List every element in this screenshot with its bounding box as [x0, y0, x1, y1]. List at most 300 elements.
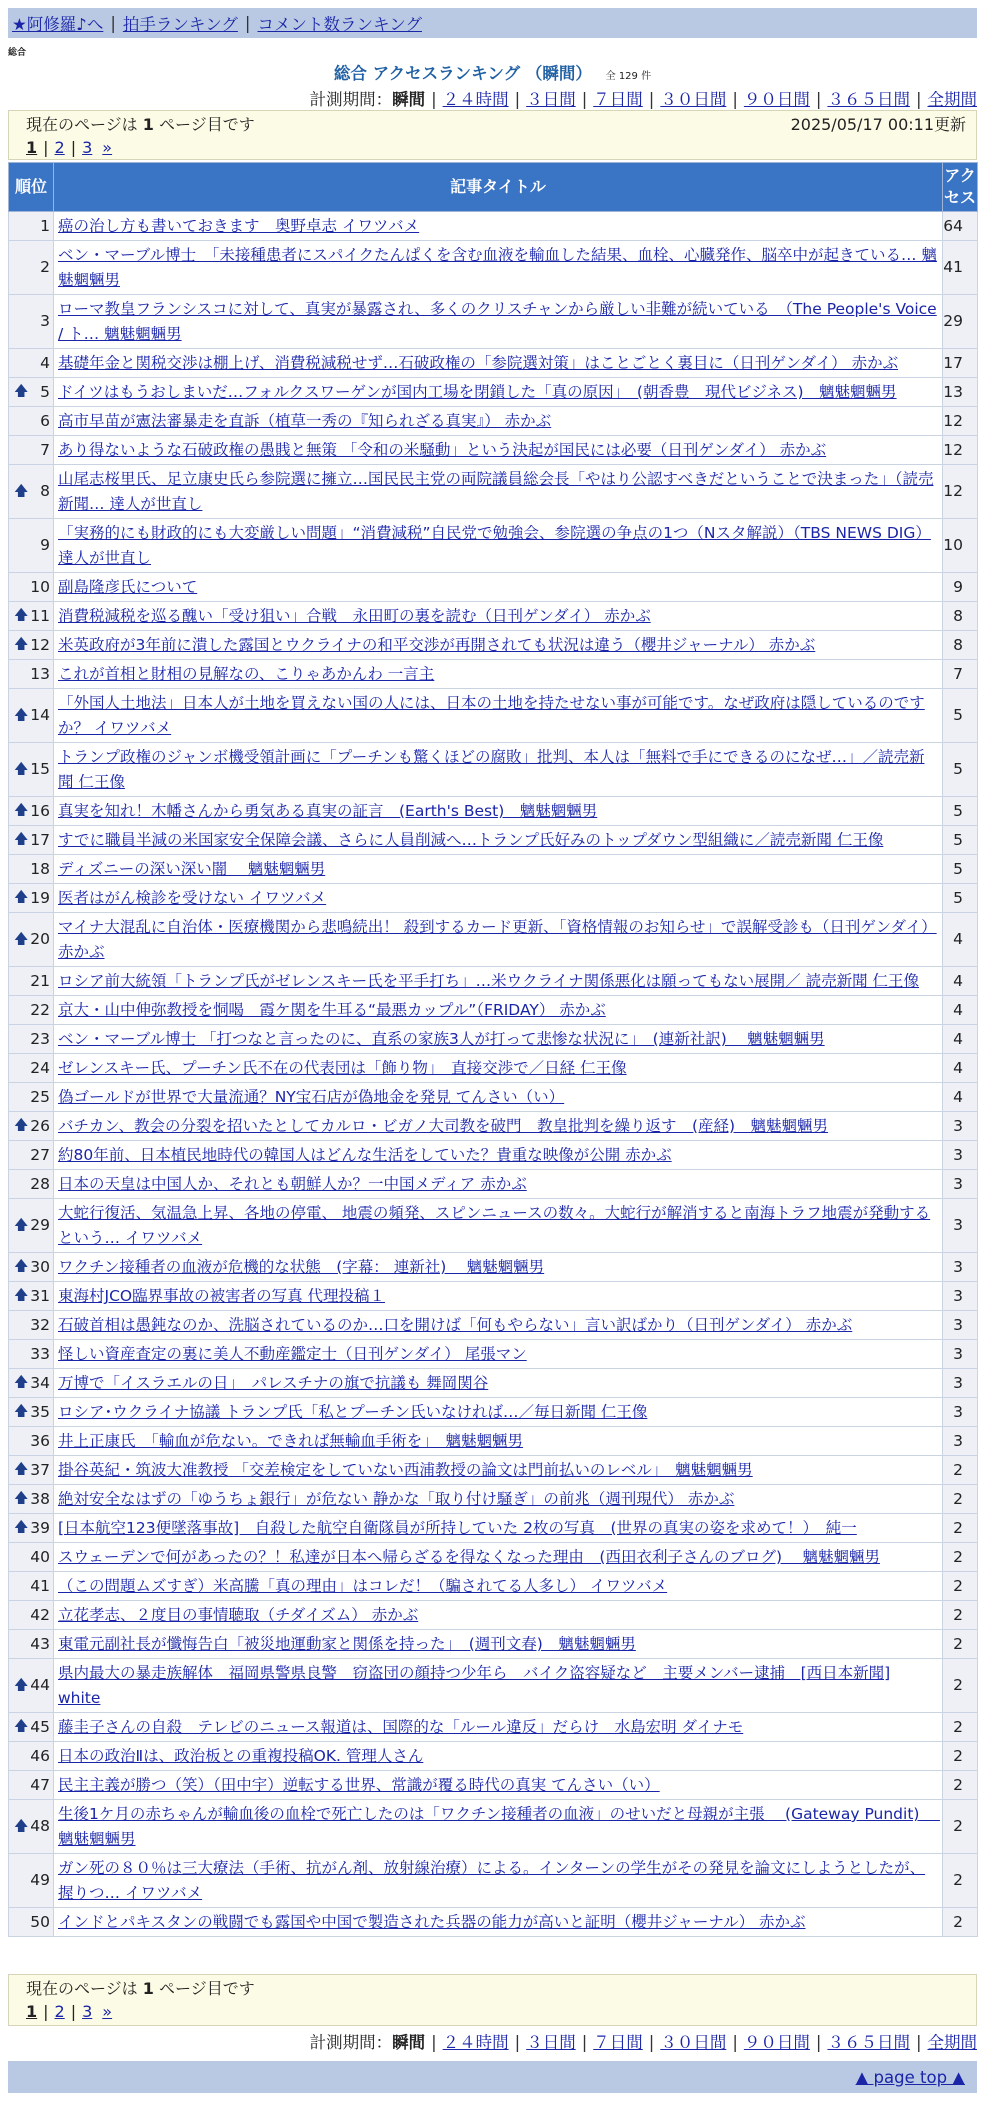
title-cell — [54, 1630, 943, 1659]
access-count: 13 — [943, 378, 978, 407]
access-count: 2 — [943, 1572, 978, 1601]
access-count: 2 — [943, 1630, 978, 1659]
table-row — [9, 1456, 978, 1485]
period-option-link[interactable]: ３６５日間 — [827, 90, 910, 109]
title-cell — [54, 1253, 943, 1282]
rank-up-arrow-icon: 🡅 — [14, 1258, 29, 1275]
rank-number: 5 — [40, 382, 50, 401]
rank-cell — [9, 1771, 54, 1800]
table-row — [9, 378, 978, 407]
rank-cell — [9, 1398, 54, 1427]
period-separator: | — [915, 90, 922, 109]
table-row — [9, 349, 978, 378]
table-row — [9, 797, 978, 826]
article-title-link[interactable]: 井上正康氏 「輸血が危ない。できれば無輸血手術を」 魑魅魍魎男 — [58, 1432, 524, 1450]
article-title-link[interactable]: 医者はがん検診を受けない イワツバメ — [58, 889, 327, 907]
title-cell — [54, 436, 943, 465]
access-count: 5 — [943, 743, 978, 797]
rank-up-arrow-icon: 🡅 — [14, 636, 29, 653]
rank-cell — [9, 1485, 54, 1514]
title-cell — [54, 1601, 943, 1630]
rank-header: 順位 — [9, 163, 54, 212]
access-count: 3 — [943, 1141, 978, 1170]
period-option-link[interactable]: ２４時間 — [442, 90, 509, 109]
article-title-link[interactable]: ディズニーの深い深い闇 魑魅魍魎男 — [58, 860, 326, 878]
period-separator: | — [581, 90, 588, 109]
clap-ranking-link[interactable]: 拍手ランキング — [122, 15, 238, 34]
period-separator: | — [514, 2033, 521, 2052]
article-title-link[interactable]: 絶対安全なはずの「ゆうちょ銀行」が危ない 静かな「取り付け騒ぎ」の前兆（週刊現代） 赤かぶ — [58, 1490, 735, 1508]
rank-up-arrow-icon: 🡅 — [14, 1677, 29, 1693]
rank-number: 47 — [30, 1775, 50, 1794]
access-count: 3 — [943, 1398, 978, 1427]
ranking-title-block — [0, 60, 985, 84]
rank-cell — [9, 855, 54, 884]
period-option-link[interactable]: 全期間 — [927, 90, 977, 109]
access-count: 5 — [943, 689, 978, 743]
title-cell — [54, 1112, 943, 1141]
rank-up-arrow-icon: 🡅 — [14, 1217, 29, 1233]
rank-number: 38 — [30, 1489, 50, 1508]
access-count: 2 — [943, 1601, 978, 1630]
period-separator: | — [514, 90, 521, 109]
access-count: 4 — [943, 996, 978, 1025]
table-row — [9, 212, 978, 241]
rank-number: 12 — [30, 635, 50, 654]
rank-cell — [9, 996, 54, 1025]
access-count: 2 — [943, 1771, 978, 1800]
title-cell — [54, 1572, 943, 1601]
article-title-link[interactable]: 副島隆彦氏について — [58, 578, 198, 596]
title-cell — [54, 855, 943, 884]
page-top-link[interactable]: ▲ page top ▲ — [855, 2067, 965, 2087]
table-row — [9, 1572, 978, 1601]
access-count: 4 — [943, 1054, 978, 1083]
rank-number: 23 — [30, 1029, 50, 1048]
article-title-link[interactable]: 東電元副社長が懺悔告白「被災地運動家と関係を持った」 (週刊文春) 魑魅魍魎男 — [58, 1635, 636, 1653]
table-row — [9, 1311, 978, 1340]
table-row — [9, 1141, 978, 1170]
title-cell — [54, 1282, 943, 1311]
access-count: 2 — [943, 1456, 978, 1485]
article-title-link[interactable]: （この問題ムズすぎ）米高騰「真の理由」はコレだ！（騙されてる人多し） イワツバメ — [58, 1577, 668, 1595]
rank-up-arrow-icon: 🡅 — [14, 1403, 29, 1420]
home-link[interactable]: ★阿修羅♪へ — [12, 15, 104, 34]
access-count: 64 — [943, 212, 978, 241]
rank-cell — [9, 1311, 54, 1340]
rank-number: 41 — [30, 1576, 50, 1595]
period-separator: | — [431, 2033, 437, 2052]
article-title-link[interactable]: ローマ教皇フランシスコに対して、真実が暴露され、多くのクリスチャンから厳しい非難が続いている （The People's Voice / ト… 魑魅魍魎男 — [58, 300, 937, 343]
pagination-separator: | — [43, 2002, 49, 2021]
article-title-link[interactable]: 偽ゴールドが世界で大量流通？NY宝石店が偽地金を発見 てんさい（い） — [58, 1088, 565, 1106]
pagination — [26, 2000, 966, 2023]
article-title-link[interactable]: 藤圭子さんの自殺 テレビのニュース報道は、国際的な「ルール違反」だらけ 水島宏明 ダイナモ — [58, 1718, 744, 1736]
article-title-link[interactable]: 大蛇行復活、気温急上昇、各地の停電、 地震の頻発、スピンニュースの数々。大蛇行が解消すると南海トラフ地震が発動するという… イワツバメ — [58, 1204, 931, 1247]
rank-number: 44 — [30, 1676, 50, 1694]
nav-separator: | — [110, 13, 116, 33]
period-separator: | — [732, 90, 738, 109]
pagination-link[interactable]: 3 — [82, 2002, 93, 2021]
rank-cell — [9, 1141, 54, 1170]
article-title-link[interactable]: [日本航空123便墜落事故] 自殺した航空自衛隊員が所持していた 2枚の写真 (世界の真実の姿を求めて！） 純一 — [58, 1519, 857, 1537]
period-option-link[interactable]: ３０日間 — [660, 2033, 727, 2052]
table-row — [9, 1282, 978, 1311]
rank-cell — [9, 407, 54, 436]
rank-cell — [9, 1199, 54, 1253]
rank-up-arrow-icon: 🡅 — [14, 483, 29, 499]
article-title-link[interactable]: マイナ大混乱に自治体・医療機関から悲鳴続出！ 殺到するカード更新、「資格情報のお知らせ」で誤解受診も（日刊ゲンダイ） 赤かぶ — [58, 918, 937, 961]
article-title-link[interactable]: ロシア･ウクライナ協議 トランプ氏「私とプーチン氏いなければ…／毎日新聞 仁王像 — [58, 1403, 648, 1421]
rank-cell — [9, 349, 54, 378]
rank-cell — [9, 1456, 54, 1485]
title-cell — [54, 1427, 943, 1456]
rank-cell — [9, 689, 54, 743]
access-count: 8 — [943, 602, 978, 631]
rank-number: 18 — [30, 859, 50, 878]
title-cell — [54, 1398, 943, 1427]
article-title-link[interactable]: ベン・マーブル博士 「打つなと言ったのに、直系の家族3人が打って悲惨な状況に」 (連新社訳) 魑魅魍魎男 — [58, 1030, 825, 1048]
access-count: 3 — [943, 1282, 978, 1311]
article-title-link[interactable]: すでに職員半減の米国家安全保障会議、さらに人員削減へ…トランプ氏好みのトップダウン型組織に／読売新聞 仁王像 — [58, 831, 884, 849]
top-nav — [8, 8, 977, 38]
rank-number: 50 — [30, 1912, 50, 1931]
title-cell — [54, 1170, 943, 1199]
rank-number: 20 — [30, 930, 50, 948]
table-row — [9, 1514, 978, 1543]
article-title-link[interactable]: 「外国人土地法」日本人が土地を買えない国の人には、日本の土地を持たせない事が可能です。なぜ政府は隠しているのですか？ イワツバメ — [58, 694, 925, 737]
title-cell — [54, 1369, 943, 1398]
rank-number: 42 — [30, 1605, 50, 1624]
article-title-link[interactable]: これが首相と財相の見解なの、こりゃあかんわ 一言主 — [58, 665, 435, 683]
access-count: 3 — [943, 1253, 978, 1282]
access-count: 2 — [943, 1543, 978, 1572]
rank-number: 31 — [30, 1286, 50, 1305]
period-separator: | — [915, 2033, 922, 2052]
article-title-link[interactable]: 石破首相は愚鈍なのか、洗脳されているのか…口を開けば「何もやらない」言い訳ばかり（日刊ゲンダイ） 赤かぶ — [58, 1316, 853, 1334]
page-prefix: 現在のページは — [26, 1979, 138, 1998]
title-cell — [54, 797, 943, 826]
table-row — [9, 519, 978, 573]
table-row — [9, 1369, 978, 1398]
rank-up-arrow-icon: 🡅 — [14, 1117, 29, 1134]
updated-timestamp: 2025/05/17 00:11更新 — [790, 115, 966, 134]
period-option-link[interactable]: ２４時間 — [442, 2033, 509, 2052]
rank-cell — [9, 1800, 54, 1854]
access-count: 3 — [943, 1311, 978, 1340]
article-title-link[interactable]: 癌の治し方も書いておきます 奥野卓志 イワツバメ — [58, 217, 420, 235]
table-row — [9, 1630, 978, 1659]
rank-number: 6 — [40, 411, 50, 430]
access-count: 3 — [943, 1340, 978, 1369]
table-row — [9, 826, 978, 855]
rank-cell — [9, 967, 54, 996]
pagination-next-link[interactable]: » — [102, 138, 113, 157]
rank-up-arrow-icon: 🡅 — [14, 1818, 29, 1834]
rank-number: 24 — [30, 1058, 50, 1077]
rank-up-arrow-icon: 🡅 — [14, 802, 29, 819]
access-count: 2 — [943, 1908, 978, 1937]
rank-up-arrow-icon: 🡅 — [14, 931, 29, 947]
rank-number: 19 — [30, 888, 50, 907]
title-cell — [54, 913, 943, 967]
rank-number: 22 — [30, 1000, 50, 1019]
title-cell — [54, 1456, 943, 1485]
page-number: 1 — [142, 115, 154, 134]
article-title-link[interactable]: ロシア前大統領「トランプ氏がゼレンスキー氏を平手打ち」…米ウクライナ関係悪化は願ってもない展開／ 読売新聞 仁王像 — [58, 972, 920, 990]
period-option-link[interactable]: ３６５日間 — [827, 2033, 910, 2052]
period-option-link[interactable]: 全期間 — [927, 2033, 977, 2052]
period-selector-bottom — [310, 2029, 977, 2053]
article-title-link[interactable]: 真実を知れ！木幡さんから勇気ある真実の証言 (Earth's Best) 魑魅魍魎男 — [58, 802, 598, 820]
rank-cell — [9, 1908, 54, 1937]
article-title-link[interactable]: ガン死の８０％は三大療法（手術、抗がん剤、放射線治療）による。インターンの学生がその発見を論文にしようとしたが、握りつ… イワツバメ — [58, 1859, 926, 1902]
rank-number: 21 — [30, 971, 50, 990]
rank-cell — [9, 1253, 54, 1282]
access-count: 12 — [943, 465, 978, 519]
access-count: 17 — [943, 349, 978, 378]
title-cell — [54, 1908, 943, 1937]
period-option-link[interactable]: ７日間 — [593, 90, 643, 109]
rank-number: 37 — [30, 1460, 50, 1479]
table-header-row — [9, 163, 978, 212]
access-count: 2 — [943, 1854, 978, 1908]
title-cell — [54, 996, 943, 1025]
article-title-link[interactable]: ゼレンスキー氏、プーチン氏不在の代表団は「飾り物」 直接交渉で／日経 仁王像 — [58, 1059, 627, 1077]
article-title-link[interactable]: ドイツはもうおしまいだ…フォルクスワーゲンが国内工場を閉鎖した「真の原因」 (朝香豊 現代ビジネス) 魑魅魍魎男 — [58, 383, 897, 401]
pagination-separator: | — [70, 2002, 77, 2021]
rank-cell — [9, 1170, 54, 1199]
access-count: 12 — [943, 407, 978, 436]
period-separator: | — [648, 90, 655, 109]
access-count: 2 — [943, 1514, 978, 1543]
pagination-current: 1 — [26, 138, 38, 157]
page-info-row — [26, 1975, 966, 2000]
article-title-link[interactable]: 日本の政治Ⅱは、政治板との重複投稿OK. 管理人さん — [58, 1747, 424, 1765]
nav-separator: | — [244, 13, 251, 33]
period-label: 計測期間： — [309, 90, 393, 109]
rank-cell — [9, 1025, 54, 1054]
article-title-link[interactable]: 怪しい資産査定の裏に美人不動産鑑定士（日刊ゲンダイ） 尾張マン — [58, 1345, 527, 1363]
article-title-link[interactable]: 基礎年金と関税交渉は棚上げ、消費税減税せず…石破政権の「参院選対策」はことごとく裏目に（日刊ゲンダイ） 赤かぶ — [58, 354, 899, 372]
article-title-link[interactable]: ワクチン接種者の血液が危機的な状態 (字幕： 連新社) 魑魅魍魎男 — [58, 1258, 545, 1276]
access-count: 7 — [943, 660, 978, 689]
table-row — [9, 295, 978, 349]
rank-cell — [9, 1514, 54, 1543]
title-cell — [54, 407, 943, 436]
rank-cell — [9, 573, 54, 602]
article-title-link[interactable]: 米英政府が3年前に潰した露国とウクライナの和平交渉が再開されても状況は違う（櫻井ジャーナル） 赤かぶ — [58, 636, 816, 654]
article-title-link[interactable]: 「実務的にも財政的にも大変厳しい問題」“消費減税”自民党で勉強会、参院選の争点の1つ（Nスタ解説）（TBS NEWS DIG） 達人が世直し — [58, 524, 931, 567]
comment-ranking-link[interactable]: コメント数ランキング — [257, 15, 422, 34]
ranking-table — [8, 162, 978, 1937]
period-option-link[interactable]: ７日間 — [593, 2033, 643, 2052]
access-count: 2 — [943, 1659, 978, 1713]
article-title-link[interactable]: 東海村JCO臨界事故の被害者の写真 代理投稿１ — [58, 1287, 386, 1305]
table-row — [9, 1742, 978, 1771]
title-cell — [54, 378, 943, 407]
access-count: 4 — [943, 1025, 978, 1054]
period-separator: | — [431, 90, 437, 109]
rank-up-arrow-icon: 🡅 — [14, 889, 29, 906]
rank-cell — [9, 1054, 54, 1083]
table-row — [9, 241, 978, 295]
article-title-link[interactable]: 消費税減税を巡る醜い「受け狙い」合戦 永田町の裏を読む（日刊ゲンダイ） 赤かぶ — [58, 607, 651, 625]
title-header: 記事タイトル — [54, 163, 943, 212]
article-title-link[interactable]: 万博で「イスラエルの日」 パレスチナの旗で抗議も 舞岡関谷 — [58, 1374, 489, 1392]
rank-up-arrow-icon: 🡅 — [14, 607, 29, 624]
title-cell — [54, 1199, 943, 1253]
title-cell — [54, 689, 943, 743]
article-title-link[interactable]: バチカン、教会の分裂を招いたとしてカルロ・ビガノ大司教を破門 教皇批判を繰り返す (産経) 魑魅魍魎男 — [58, 1117, 829, 1135]
rank-number: 1 — [40, 216, 50, 235]
access-count: 5 — [943, 826, 978, 855]
access-count: 10 — [943, 519, 978, 573]
rank-number: 3 — [40, 312, 50, 330]
period-option-link[interactable]: ９０日間 — [743, 90, 810, 109]
title-cell — [54, 241, 943, 295]
period-option-link[interactable]: ３日間 — [526, 2033, 576, 2052]
period-option-link[interactable]: ９０日間 — [743, 2033, 810, 2052]
rank-up-arrow-icon: 🡅 — [14, 707, 29, 723]
article-title-link[interactable]: 京大・山中伸弥教授を恫喝 霞ケ関を牛耳る“最悪カップル”（FRIDAY） 赤かぶ — [58, 1001, 606, 1019]
table-row — [9, 1340, 978, 1369]
table-row — [9, 1771, 978, 1800]
rank-number: 34 — [30, 1373, 50, 1392]
rank-number: 16 — [30, 801, 50, 820]
title-cell — [54, 212, 943, 241]
pagination-separator: | — [43, 138, 49, 157]
pagination-link[interactable]: 2 — [54, 138, 65, 157]
title-cell — [54, 519, 943, 573]
page-info-row — [26, 111, 966, 136]
table-row — [9, 1854, 978, 1908]
title-cell — [54, 631, 943, 660]
rank-cell — [9, 1083, 54, 1112]
table-row — [9, 743, 978, 797]
table-row — [9, 465, 978, 519]
table-row — [9, 967, 978, 996]
pagination-link[interactable]: 2 — [54, 2002, 65, 2021]
access-count: 2 — [943, 1800, 978, 1854]
title-cell — [54, 826, 943, 855]
rank-cell — [9, 884, 54, 913]
rank-cell — [9, 826, 54, 855]
title-cell — [54, 1083, 943, 1112]
rank-cell — [9, 1630, 54, 1659]
rank-up-arrow-icon: 🡅 — [14, 1718, 29, 1735]
period-selector — [310, 86, 977, 110]
title-cell — [54, 1854, 943, 1908]
period-label: 計測期間： — [309, 2033, 393, 2052]
rank-number: 35 — [30, 1402, 50, 1421]
access-count: 5 — [943, 855, 978, 884]
access-header: アクセス — [943, 163, 978, 212]
article-title-link[interactable]: あり得ないような石破政権の愚賎と無策 「令和の米騒動」という決起が国民には必要（日刊ゲンダイ） 赤かぶ — [58, 441, 827, 459]
article-title-link[interactable]: スウェーデンで何があったの？！私達が日本へ帰らざるを得なくなった理由 (西田衣利子さんのブログ) 魑魅魍魎男 — [58, 1548, 880, 1566]
period-current: 瞬間 — [392, 90, 426, 109]
rank-cell — [9, 1427, 54, 1456]
table-row — [9, 1485, 978, 1514]
rank-cell — [9, 1659, 54, 1713]
pagination-separator: | — [70, 138, 77, 157]
access-count: 2 — [943, 1485, 978, 1514]
rank-up-arrow-icon: 🡅 — [14, 1461, 29, 1478]
article-title-link[interactable]: ベン・マーブル博士 「未接種患者にスパイクたんぱくを含む血液を輸血した結果、血栓、心臓発作、脳卒中が起きている… 魑魅魍魎男 — [58, 246, 937, 289]
rank-cell — [9, 1340, 54, 1369]
title-cell — [54, 1054, 943, 1083]
article-title-link[interactable]: 県内最大の暴走族解体 福岡県警県良警 窃盗団の顔持つ少年ら バイク盗容疑など 主要メンバー逮捕 [西日本新聞] white — [58, 1664, 891, 1707]
pagination-next-link[interactable]: » — [102, 2002, 113, 2021]
rank-number: 13 — [30, 664, 50, 683]
rank-cell — [9, 212, 54, 241]
rank-cell — [9, 602, 54, 631]
period-option-link[interactable]: ３０日間 — [660, 90, 727, 109]
rank-cell — [9, 797, 54, 826]
article-title-link[interactable]: 約80年前、日本植民地時代の韓国人はどんな生活をしていた？貴重な映像が公開 赤かぶ — [58, 1146, 672, 1164]
title-cell — [54, 1485, 943, 1514]
article-title-link[interactable]: 民主主義が勝つ（笑）（田中宇）逆転する世界、常識が覆る時代の真実 てんさい（い） — [58, 1776, 660, 1794]
access-count: 2 — [943, 1713, 978, 1742]
article-title-link[interactable]: インドとパキスタンの戦闘でも露国や中国で製造された兵器の能力が高いと証明（櫻井ジャーナル） 赤かぶ — [58, 1913, 806, 1931]
rank-number: 45 — [30, 1717, 50, 1736]
article-title-link[interactable]: 日本の天皇は中国人か、それとも朝鮮人か？一中国メディア 赤かぶ — [58, 1175, 527, 1193]
pagination-link[interactable]: 3 — [82, 138, 93, 157]
rank-cell — [9, 1112, 54, 1141]
table-row — [9, 602, 978, 631]
rank-number: 43 — [30, 1634, 50, 1653]
rank-cell — [9, 1369, 54, 1398]
rank-number: 9 — [40, 536, 50, 554]
article-title-link[interactable]: 掛谷英紀・筑波大准教授 「交差検定をしていない西浦教授の論文は門前払いのレベル」 魑魅魍魎男 — [58, 1461, 753, 1479]
article-title-link[interactable]: 山尾志桜里氏、足立康史氏ら参院選に擁立…国民民主党の両院議員総会長「やはり公認すべきだということで決まった」（読売新聞… 達人が世直し — [58, 470, 934, 513]
article-title-link[interactable]: 高市早苗が憲法審暴走を直訴（植草一秀の『知られざる真実』） 赤かぶ — [58, 412, 552, 430]
rank-number: 15 — [30, 760, 50, 778]
table-row — [9, 913, 978, 967]
rank-cell — [9, 378, 54, 407]
page-info-bottom — [8, 1974, 977, 2026]
title-cell — [54, 1659, 943, 1713]
article-title-link[interactable]: 立花孝志、２度目の事情聴取（チダイズム） 赤かぶ — [58, 1606, 419, 1624]
rank-number: 10 — [30, 577, 50, 596]
rank-up-arrow-icon: 🡅 — [14, 1287, 29, 1304]
rank-number: 48 — [30, 1817, 50, 1835]
page-number: 1 — [142, 1979, 154, 1998]
access-count: 4 — [943, 1083, 978, 1112]
access-count: 41 — [943, 241, 978, 295]
table-row — [9, 1170, 978, 1199]
rank-cell — [9, 660, 54, 689]
title-cell — [54, 1141, 943, 1170]
rank-number: 25 — [30, 1087, 50, 1106]
table-row — [9, 1054, 978, 1083]
access-count: 3 — [943, 1369, 978, 1398]
title-cell — [54, 1543, 943, 1572]
bottom-nav — [8, 2061, 977, 2093]
table-row — [9, 660, 978, 689]
table-row — [9, 1908, 978, 1937]
article-title-link[interactable]: トランプ政権のジャンボ機受領計画に「プーチンも驚くほどの腐敗」批判、本人は「無料で手にできるのになぜ…」／読売新聞 仁王像 — [58, 748, 925, 791]
period-option-link[interactable]: ３日間 — [526, 90, 576, 109]
rank-number: 14 — [30, 706, 50, 724]
rank-up-arrow-icon: 🡅 — [14, 1490, 29, 1507]
table-row — [9, 1112, 978, 1141]
article-title-link[interactable]: 生後1ケ月の赤ちゃんが輸血後の血栓で死亡したのは「ワクチン接種者の血液」のせいだと母親が主張 (Gateway Pundit) 魑魅魍魎男 — [58, 1805, 940, 1848]
table-row — [9, 1800, 978, 1854]
title-cell — [54, 743, 943, 797]
access-count: 4 — [943, 913, 978, 967]
rank-cell — [9, 436, 54, 465]
